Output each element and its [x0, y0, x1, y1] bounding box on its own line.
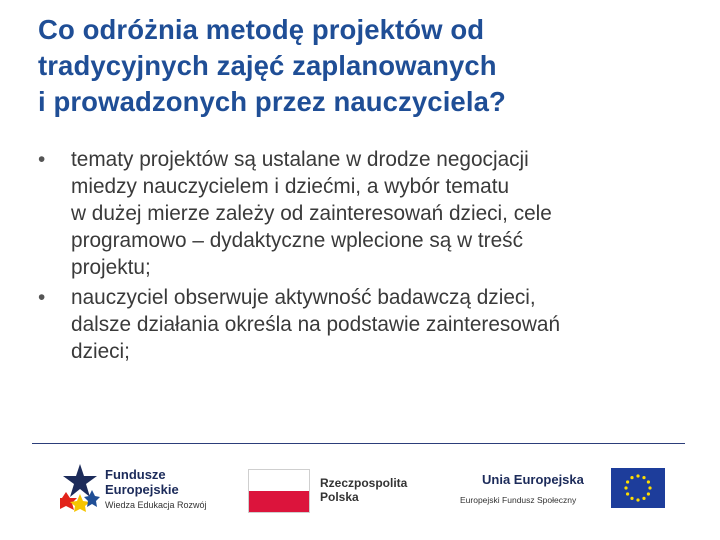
polish-flag-icon — [248, 469, 310, 513]
slide-title-line: Co odróżnia metodę projektów od — [38, 14, 485, 45]
bullet-item — [38, 146, 698, 281]
bullet-line: w dużej mierze zależy od zainteresowań dzieci, cele — [71, 202, 552, 225]
unia-name: Unia Europejska — [482, 472, 584, 487]
eu-flag-icon — [611, 468, 665, 508]
slide-title-line: i prowadzonych przez nauczyciela? — [38, 86, 506, 117]
footer-logos — [0, 455, 720, 525]
slide-title — [38, 12, 698, 120]
bullet-line: • tematy projektów są ustalane w drodze negocjacji — [71, 148, 529, 171]
rzeczpospolita-line1: Rzeczpospolita — [320, 476, 408, 490]
unia-text — [460, 472, 584, 507]
bullet-line: dalsze działania określa na podstawie zainteresowań — [71, 313, 561, 336]
bullet-list — [38, 146, 698, 368]
fundusze-text — [105, 467, 207, 512]
fundusze-star-icon — [60, 462, 100, 512]
fundusze-name-line1: Fundusze — [105, 467, 166, 482]
rzeczpospolita-text — [320, 476, 407, 504]
slide-title-line: tradycyjnych zajęć zaplanowanych — [38, 50, 497, 81]
rzeczpospolita-polska-logo — [248, 455, 438, 525]
unia-fund-name: Europejski Fundusz Społeczny — [460, 495, 577, 505]
rzeczpospolita-line2: Polska — [320, 490, 359, 504]
fundusze-name-line2: Europejskie — [105, 482, 179, 497]
footer-divider — [32, 443, 685, 444]
bullet-item — [38, 284, 698, 365]
fundusze-program-name: Wiedza Edukacja Rozwój — [105, 500, 207, 510]
fundusze-europejskie-logo — [60, 455, 220, 525]
bullet-line: programowo – dydaktyczne wplecione są w treść — [71, 229, 523, 252]
bullet-line: miedzy nauczycielem i dziećmi, a wybór tematu — [71, 175, 510, 198]
unia-europejska-logo — [458, 455, 663, 525]
bullet-line: projektu; — [71, 256, 151, 279]
bullet-line: • nauczyciel obserwuje aktywność badawczą dzieci, — [71, 286, 536, 309]
bullet-line: dzieci; — [71, 340, 130, 363]
